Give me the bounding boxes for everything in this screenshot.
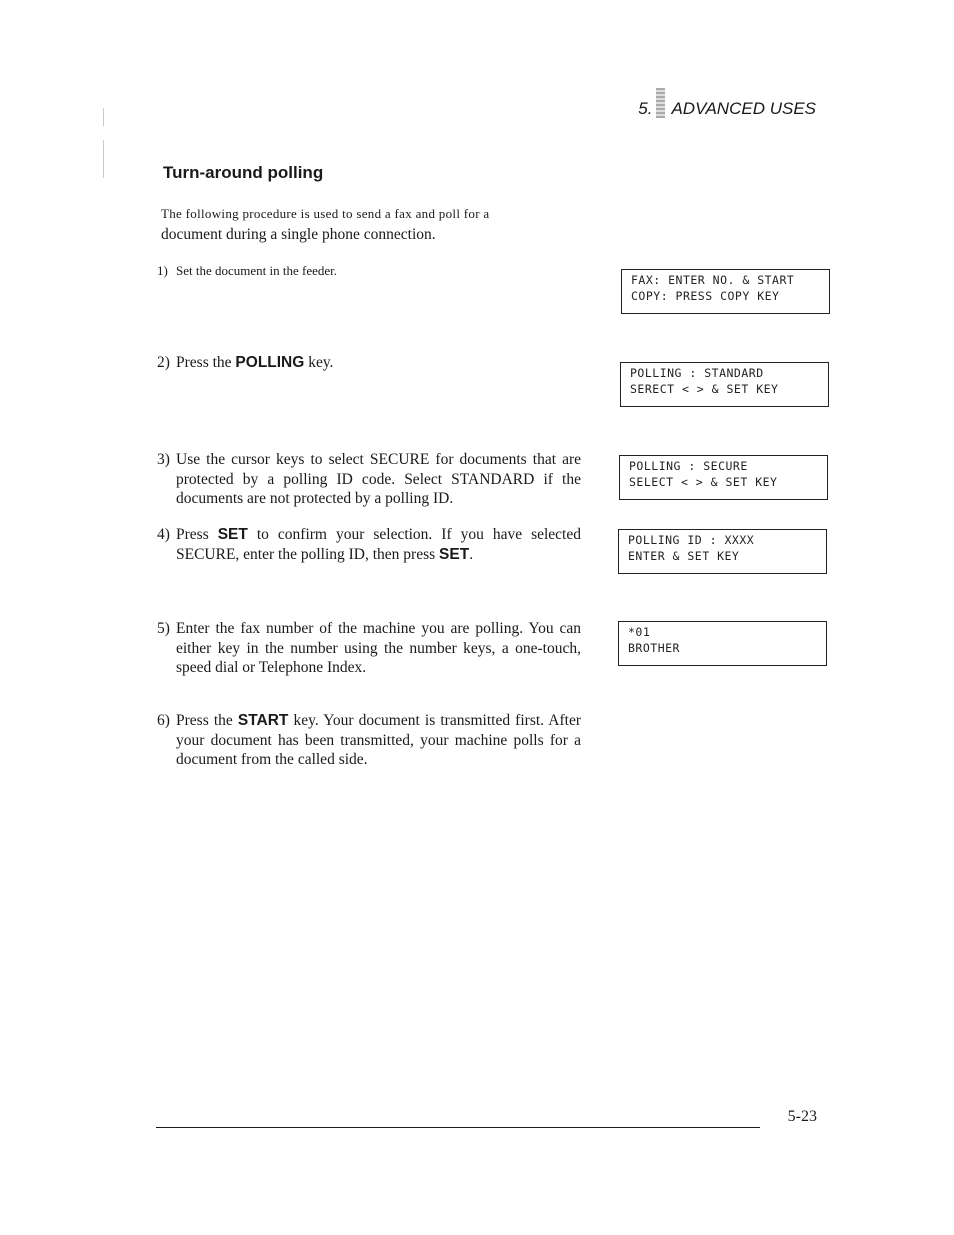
scan-mark <box>103 108 104 126</box>
lcd-line-1: POLLING : STANDARD <box>630 366 764 380</box>
chapter-title: ADVANCED USES <box>671 99 816 118</box>
intro-line-1: The following procedure is used to send a fax and poll for a <box>161 206 490 221</box>
start-key-label: START <box>237 712 289 729</box>
chapter-marker-icon <box>656 88 665 118</box>
lcd-line-1: *01 <box>628 625 651 639</box>
lcd-display-polling-secure <box>619 455 828 500</box>
lcd-display-polling-id <box>618 529 827 574</box>
step-number: 5) <box>157 620 170 637</box>
step-number: 2) <box>157 354 170 371</box>
step-4 <box>157 525 581 564</box>
lcd-line-1: FAX: ENTER NO. & START <box>631 273 795 287</box>
step-text-post: . <box>469 545 474 563</box>
step-2 <box>157 353 581 373</box>
step-number: 3) <box>157 451 170 468</box>
step-text: Enter the fax number of the machine you are polling. You can either key in the number using the number keys, a one-touch, speed dial or Telephone Index. <box>176 620 581 676</box>
step-text-pre: Press <box>176 526 218 543</box>
lcd-display-polling-standard <box>620 362 829 407</box>
step-6 <box>157 711 581 770</box>
step-text: Set the document in the feeder. <box>176 263 338 278</box>
intro-line-2: document during a single phone connection. <box>161 226 436 243</box>
chapter-header <box>638 94 816 124</box>
step-text-post: key. <box>304 354 334 371</box>
step-number: 1) <box>157 263 168 278</box>
lcd-display-number <box>618 621 827 666</box>
step-1 <box>157 261 581 281</box>
step-text: Use the cursor keys to select SECURE for documents that are protected by a polling ID code. Select STANDARD if the documents are not protected by a polling ID. <box>176 451 581 507</box>
lcd-line-2: BROTHER <box>628 640 680 655</box>
step-text-mid: to confirm your selection. If you have selected SECURE, enter the polling ID, then press <box>176 526 581 563</box>
step-text <box>176 353 581 373</box>
chapter-number: 5. <box>638 99 653 118</box>
step-number: 6) <box>157 712 170 729</box>
lcd-line-2: SERECT < > & SET KEY <box>630 381 779 396</box>
lcd-line-2: SELECT < > & SET KEY <box>629 474 778 489</box>
step-text <box>176 711 581 770</box>
lcd-line-1: POLLING : SECURE <box>629 459 748 473</box>
step-text-pre: Press the <box>176 354 236 371</box>
set-key-label: SET <box>217 526 248 543</box>
intro-paragraph <box>161 203 601 245</box>
footer-rule <box>156 1127 760 1128</box>
section-title: Turn-around polling <box>163 163 324 182</box>
step-text-post: key. Your document is transmitted first. After your document has been transmitted, your machine polls for a document from the called side. <box>176 712 581 768</box>
page-number: 5-23 <box>787 1108 817 1125</box>
step-text-pre: Press the <box>176 712 238 729</box>
set-key-label: SET <box>439 545 470 563</box>
step-text <box>176 525 581 564</box>
step-5 <box>157 619 581 678</box>
step-number: 4) <box>157 526 170 543</box>
polling-key-label: POLLING <box>235 354 305 371</box>
step-3 <box>157 450 581 509</box>
lcd-line-1: POLLING ID : XXXX <box>628 533 755 547</box>
lcd-line-2: ENTER & SET KEY <box>628 548 740 563</box>
scan-mark <box>103 140 104 178</box>
lcd-display-fax-ready <box>621 269 830 314</box>
lcd-line-2: COPY: PRESS COPY KEY <box>631 288 780 303</box>
